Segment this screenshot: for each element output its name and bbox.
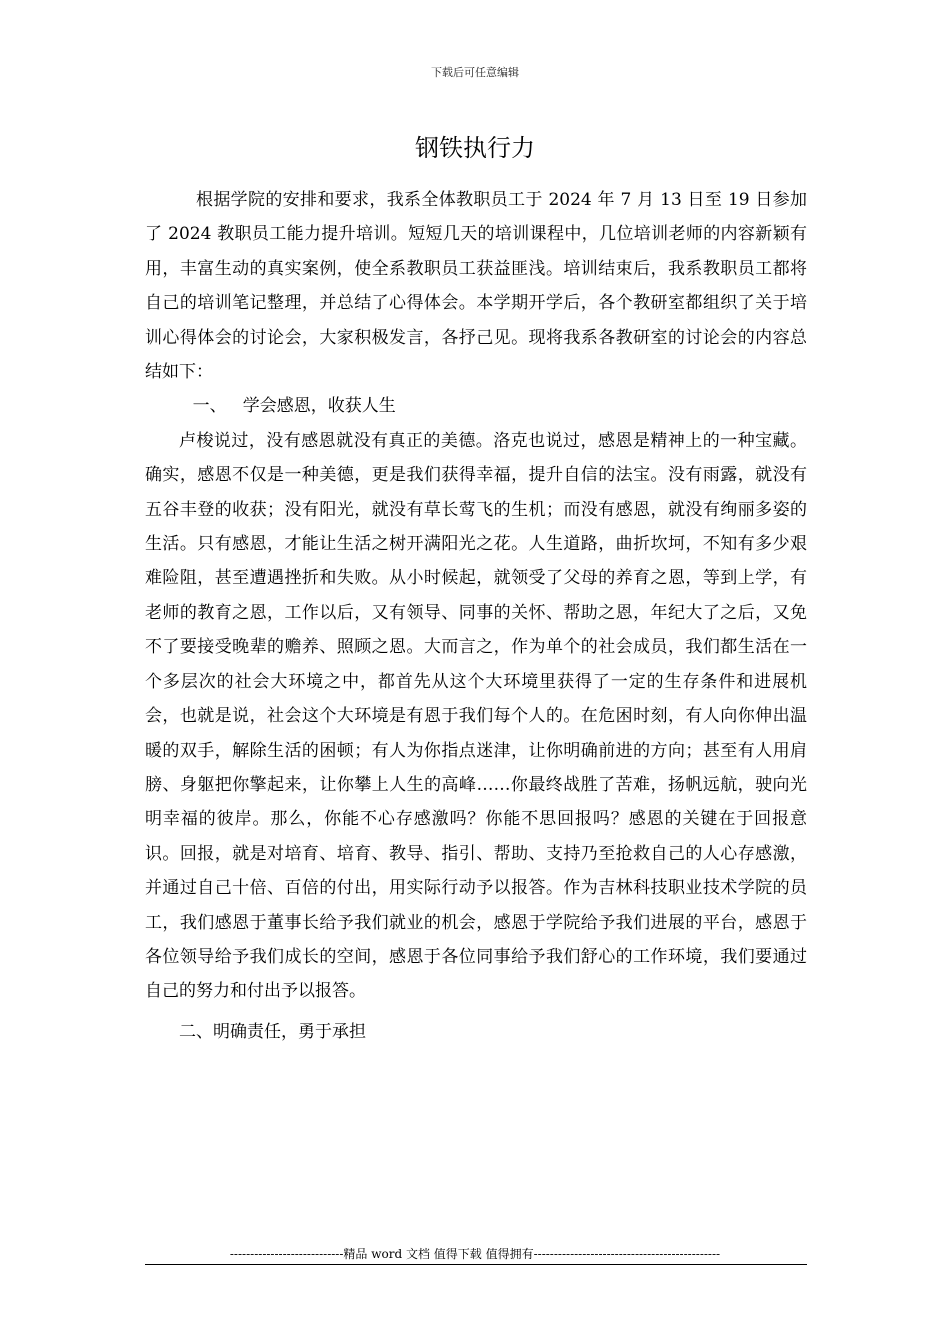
document-body bbox=[145, 183, 807, 1049]
section-2-heading: 二、明确责任，勇于承担 bbox=[179, 1021, 366, 1042]
document-title: 钢铁执行力 bbox=[415, 134, 535, 162]
section-1-paragraph: 卢梭说过，没有感恩就没有真正的美德。洛克也说过，感恩是精神上的一种宝藏。确实，感恩不仅是一种美德，更是我们获得幸福，提升自信的法宝。没有雨露，就没有五谷丰登的收获；没有阳光，就没有草长莺飞的生机；而没有感恩，就没有绚丽多姿的生活。只有感恩，才能让生活之树开满阳光之花。人生道路，曲折坎坷，不知有多少艰难险阻，甚至遭遇挫折和失败。从小时候起，就领受了父母的养育之恩，等到上学，有老师的教育之恩，工作以后，又有领导、同事的关怀、帮助之恩，年纪大了之后，又免不了要接受晚辈的赡养、照顾之恩。大而言之，作为单个的社会成员，我们都生活在一个多层次的社会大环境之中，都首先从这个大环境里获得了一定的生存条件和进展机会，也就是说，社会这个大环境是有恩于我们每个人的。在危困时刻，有人向你伸出温暖的双手，解除生活的困顿；有人为你指点迷津，让你明确前进的方向；甚至有人用肩膀、身躯把你擎起来，让你攀上人生的高峰……你最终战胜了苦难，扬帆远航，驶向光明幸福的彼岸。那么，你能不心存感激吗？你能不思回报吗？感恩的关键在于回报意识。回报，就是对培育、培育、教导、指引、帮助、支持乃至抢救自己的人心存感激，并通过自己十倍、百倍的付出，用实际行动予以报答。作为吉林科技职业技术学院的员工，我们感恩于董事长给予我们就业的机会，感恩于学院给予我们进展的平台，感恩于各位领导给予我们成长的空间，感恩于各位同事给予我们舒心的工作环境，我们要通过自己的努力和付出予以报答。 bbox=[145, 430, 807, 1002]
intro-paragraph: 根据学院的安排和要求，我系全体教职员工于 2024 年 7 月 13 日至 19 日参加了 2024 教职员工能力提升培训。短短几天的培训课程中，几位培训老师的内容新颖有用，丰富生动的真实案例，使全系教职员工获益匪浅。培训结束后，我系教职员工都将自己的培训笔记整理，并总结了心得体会。本学期开学后，各个教研室都组织了关于培训心得体会的讨论会，大家积极发言，各抒己见。现将我系各教研室的讨论会的内容总结如下： bbox=[145, 190, 807, 383]
footer-text: ----------------------------精品 word 文档 值得下载 值得拥有---------------------------------------------- bbox=[229, 1247, 721, 1261]
section-1-heading: 一、 学会感恩，收获人生 bbox=[192, 396, 396, 417]
footer-rule bbox=[145, 1264, 807, 1265]
header-note: 下载后可任意编辑 bbox=[431, 66, 519, 79]
